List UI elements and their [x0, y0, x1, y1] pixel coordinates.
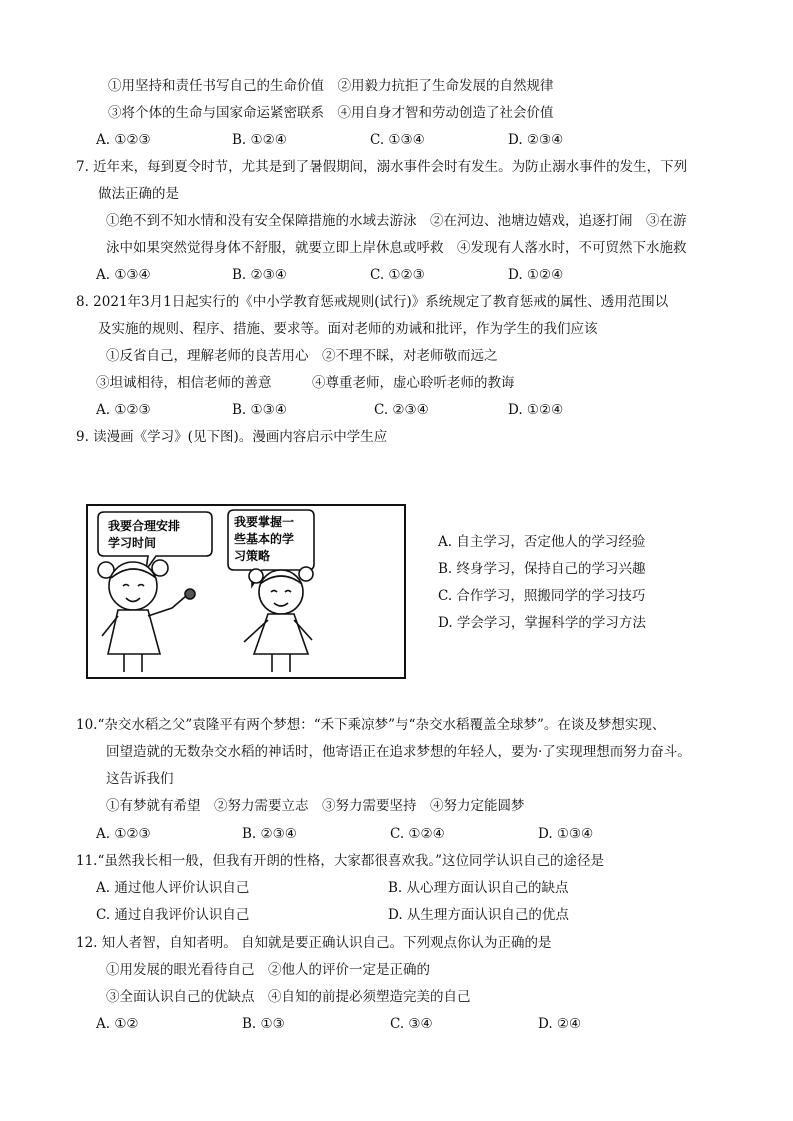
- right-bubble-line1: 我要掌握一: [234, 515, 295, 529]
- q10-option-a: A. ①②③: [96, 826, 151, 842]
- q9-option-d: D. 学会学习，掌握科学的学习方法: [438, 615, 646, 631]
- left-bubble-line1: 我要合理安排: [108, 519, 181, 533]
- q6-option-a: A. ①②③: [96, 132, 151, 148]
- q11-option-b: B. 从心理方面认识自己的缺点: [388, 880, 569, 896]
- q6-option-d: D. ②③④: [508, 132, 564, 148]
- q12-statement-line1: ①用发展的眼光看待自己 ②他人的评价一定是正确的: [106, 962, 430, 978]
- left-bubble-line2: 学习时间: [108, 536, 157, 550]
- q12-stem: 12. 知人者智，自知者明。 自知就是要正确认识自己。下列观点你认为正确的是: [76, 935, 552, 951]
- q12-option-c: C. ③④: [390, 1016, 433, 1032]
- q12-option-a: A. ①②: [96, 1016, 139, 1032]
- q11-stem: 11.“虽然我长相一般，但我有开朗的性格，大家都很喜欢我。”这位同学认识自己的途径是: [76, 853, 605, 869]
- q6-statement-line2: ③将个体的生命与国家命运紧密联系 ④用自身才智和劳动创造了社会价值: [108, 105, 554, 121]
- q7-option-c: C. ①②③: [370, 267, 425, 283]
- q11-option-d: D. 从生理方面认识自己的优点: [388, 907, 569, 923]
- q7-option-a: A. ①③④: [96, 267, 151, 283]
- q8-option-a: A. ①②③: [96, 402, 151, 418]
- q10-option-b: B. ②③④: [242, 826, 297, 842]
- q12-statement-line2: ③全面认识自己的优缺点 ④自知的前提必须塑造完美的自己: [106, 989, 471, 1005]
- q8-option-c: C. ②③④: [374, 402, 429, 418]
- q8-stem-line2: 及实施的规则、程序、措施、要求等。面对老师的劝诫和批评，作为学生的我们应该: [98, 321, 598, 337]
- q11-option-c: C. 通过自我评价认识自己: [96, 907, 250, 923]
- right-bubble-line2: 些基本的学: [234, 532, 295, 546]
- q8-statement-line1: ①反省自己，理解老师的良苦用心 ②不理不睬，对老师敬而远之: [106, 348, 498, 364]
- q7-statement-line1: ①绝不到不知水情和没有安全保障措施的水域去游泳 ②在河边、池塘边嬉戏，追逐打闹 ③在游: [106, 213, 687, 229]
- q10-stem-line1: 10.“杂交水稻之父”袁隆平有两个梦想：“禾下乘凉梦”与“杂交水稻覆盖全球梦”。在谈及梦想实现、: [76, 717, 666, 733]
- q12-option-d: D. ②④: [538, 1016, 582, 1032]
- q7-option-d: D. ①②④: [508, 267, 564, 283]
- q8-option-b: B. ①③④: [232, 402, 287, 418]
- q9-option-a: A. 自主学习，否定他人的学习经验: [438, 534, 646, 550]
- right-bubble-line3: 习策略: [234, 549, 271, 563]
- q10-statement-line1: ①有梦就有希望 ②努力需要立志 ③努力需要坚持 ④努力定能圆梦: [106, 798, 525, 814]
- q6-statement-line1: ①用坚持和责任书写自己的生命价值 ②用毅力抗拒了生命发展的自然规律: [108, 78, 554, 94]
- q9-option-c: C. 合作学习，照搬同学的学习技巧: [438, 588, 646, 604]
- q12-option-b: B. ①③: [242, 1016, 285, 1032]
- q10-option-d: D. ①③④: [538, 826, 594, 842]
- q6-option-c: C. ①③④: [370, 132, 425, 148]
- q7-statement-line2: 泳中如果突然觉得身体不舒服，就要立即上岸休息或呼救 ④发现有人落水时，不可贸然下水施救: [106, 240, 687, 256]
- q8-option-d: D. ①②④: [508, 402, 564, 418]
- q7-stem-line1: 7. 近年来，每到夏令时节，尤其是到了暑假期间，溺水事件会时有发生。为防止溺水事件的发生，下列: [76, 159, 688, 175]
- study-cartoon: [86, 504, 406, 679]
- q7-option-b: B. ②③④: [232, 267, 287, 283]
- q8-stem-line1: 8. 2021年3月1日起实行的《中小学教育惩戒规则(试行)》系统规定了教育惩戒的属性、透用范围以: [76, 294, 669, 310]
- q9-stem: 9. 读漫画《学习》(见下图)。漫画内容启示中学生应: [76, 429, 388, 445]
- q7-stem-line2: 做法正确的是: [98, 186, 179, 202]
- q10-stem-line2: 回望造就的无数杂交水稻的神话时，他寄语正在追求梦想的年轻人，要为·了实现理想而努力奋斗。: [106, 744, 691, 760]
- q11-option-a: A. 通过他人评价认识自己: [96, 880, 250, 896]
- q6-option-b: B. ①②④: [232, 132, 287, 148]
- q10-option-c: C. ①②④: [390, 826, 445, 842]
- q8-statement-line2: ③坦诚相待，相信老师的善意 ④尊重老师，虚心聆听老师的教诲: [96, 375, 515, 391]
- q10-stem-line3: 这告诉我们: [106, 771, 174, 787]
- q9-option-b: B. 终身学习，保持自己的学习兴趣: [438, 561, 646, 577]
